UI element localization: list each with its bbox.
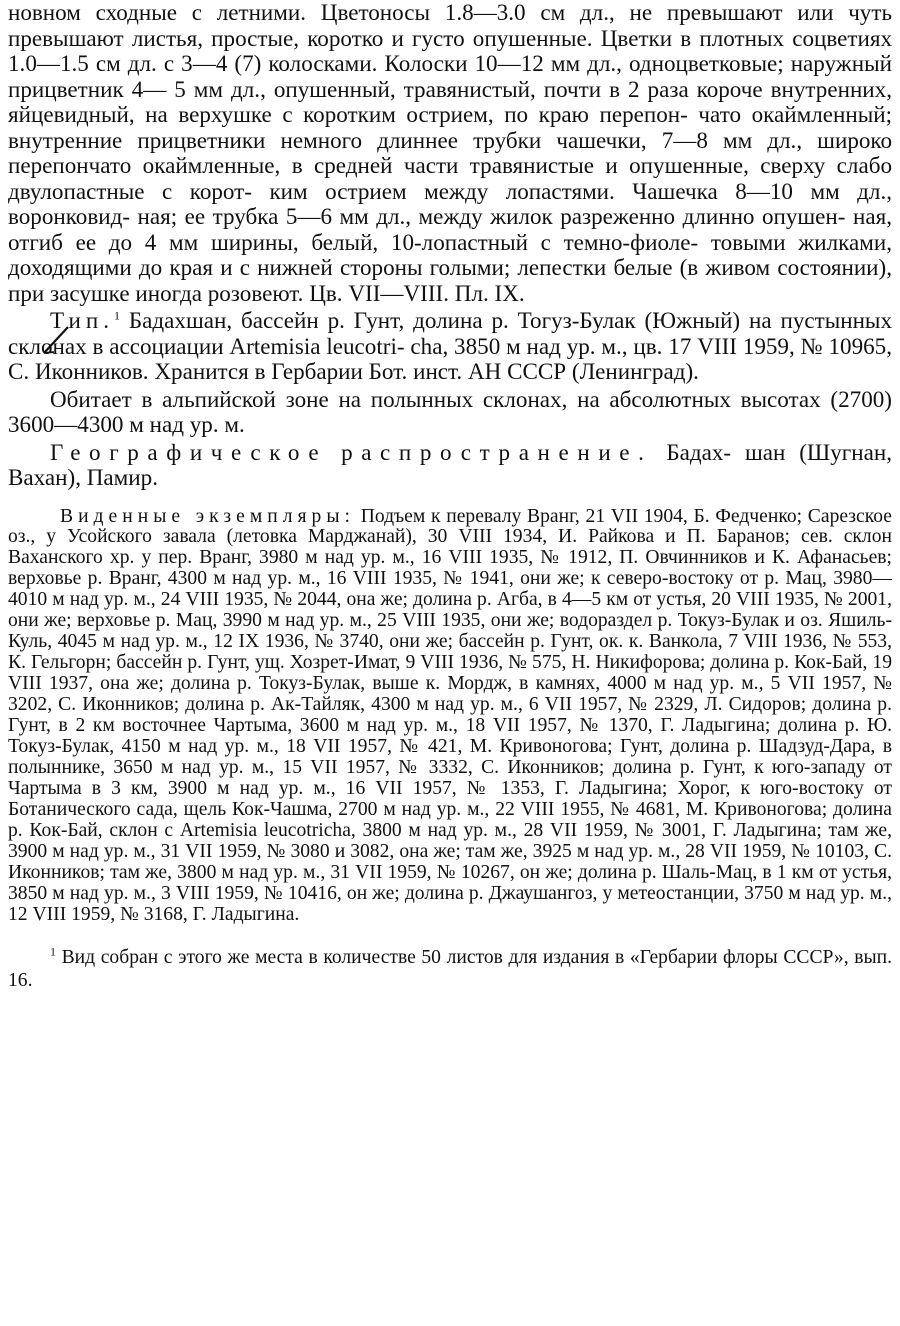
footnote-ref: 1 — [114, 308, 121, 323]
text-line: ная, отгиб ее до 4 мм ширины, белый, 10-лопастный с темно-фиоле- — [8, 203, 892, 255]
text-line: Обитает в альпийской зоне на полынных склонах, на абсолютных — [50, 385, 731, 412]
text-line: или чуть превышают листья, простые, коротко и густо опушенные. — [8, 0, 892, 51]
text-line: Бадах- — [666, 438, 732, 465]
distribution-label: Географическое — [50, 438, 328, 465]
text-line: Колоски 10—12 мм дл., одноцветковые; наружный прицветник 4— — [8, 50, 892, 102]
text-line: ким острием между лопастями. Чашечка 8—10 мм дл., воронковид- — [8, 177, 892, 229]
specimens-paragraph — [8, 507, 892, 926]
text-line: части травянистые и опушенные, сверху слабо двулопастные с корот- — [8, 152, 892, 204]
text-line: (Южный) на пустынных склонах в ассоциации Artemisia leucotri- — [8, 307, 892, 359]
text-line: cha, 3850 м над ур. м., цв. 17 VIII 1959, № 10965, С. Иконников. — [8, 332, 892, 384]
description-paragraph — [8, 0, 892, 306]
type-label: Тип. — [50, 307, 115, 333]
distribution-label-2: распространение. — [341, 438, 653, 465]
text-line: 5 мм дл., опушенный, травянистый, почти в 2 раза короче внутренних, — [174, 75, 892, 102]
text-line: новном сходные с летними. Цветоносы 1.8—3.0 см дл., не превышают — [8, 0, 783, 25]
species-description — [8, 0, 892, 491]
text-line: шан (Шугнан, Вахан), Памир. — [8, 438, 892, 490]
specimens-label: Виденные экземпляры: — [60, 505, 355, 527]
text-line: чато окаймленный; внутренние прицветники немного длиннее трубки — [8, 101, 892, 153]
specimens-text: Подъем к перевалу Вранг, 21 VII 1904, Б. Федченко; Сарезское оз., у Усойского завала (летовка Марджанай), 30 VIII 1934, И. Райкова и П. Баранов; сев. склон Ваханского хр. у пер. Вранг, 3980 м над ур. м., 16 VIII 1935, № 1912, П. Овчинников и К. Афанасьев; верховье р. Вранг, 4300 м над ур. м., 16 VIII 1935, № 1941, они же; к северо-востоку от р. Мац, 3980—4010 м над ур. м., 24 VIII 1935, № 2044, она же; долина р. Агба, в 4—5 км от устья, 20 VIII 1935, № 2001, они же; верховье р. Мац, 3990 м над ур. м., 25 VIII 1935, они же; водораздел р. Токуз-Булак и оз. Яшиль-Куль, 4045 м над ур. м., 12 IX 1936, № 3740, они же; бассейн р. Гунт, ок. к. Ванкола, 7 VIII 1936, № 553, К. Гельгорн; бассейн р. Гунт, ущ. Хозрет-Имат, 9 VIII 1936, № 575, Н. Никифорова; долина р. Кок-Бай, 19 VIII 1937, она же; долина р. Токуз-Булак, выше к. Мордж, в камнях, 4000 м над ур. м., 5 VII 1957, № 3202, С. Иконников; долина р. Ак-Тайляк, 4300 м над ур. м., 6 VII 1957, № 2329, Л. Сидоров; долина р. Гунт, в 2 км восточнее Чартыма, 3600 м над ур. м., 18 VII 1957, № 1370, Г. Ладыгина; долина р. Ю. Токуз-Булак, 4150 м над ур. м., 18 VII 1957, № 421, М. Кривоногова; Гунт, долина р. Шадзуд-Дара, в полыннике, 3650 м над ур. м., 15 VII 1957, № 3332, С. Иконников; долина р. Гунт, к юго-западу от Чартыма в 3 км, 3900 м над ур. м., 16 VII 1957, № 1353, Г. Ладыгина; Хорог, к юго-востоку от Ботанического сада, щель Кок-Чашма, 2700 м над ур. м., 22 VIII 1955, № 4681, М. Кривоногова; долина р. Кок-Бай, склон с Artemisia leucotricha, 3800 м над ур. м., 28 VII 1959, № 3001, Г. Ладыгина; там же, 3900 м над ур. м., 31 VII 1959, № 3080 и 3082, она же; там же, 3925 м над ур. м., 28 VII 1959, № 10103, С. Иконников; там же, 3800 м над ур. м., 31 VII 1959, № 10267, он же; долина р. Шаль-Мац, в 1 км от устья, 3850 м над ур. м., 3 VIII 1959, № 10416, он же; долина р. Джаушангоз, у метеостанции, 3750 м над ур. м., 12 VIII 1959, № 3168, Г. Ладыгина. — [8, 505, 893, 925]
footnote-text: Вид собран с этого же места в количестве 50 листов для издания в «Гербарии флоры СССР», вып. 16. — [8, 946, 893, 991]
text-line: товыми жилками, доходящими до края и с нижней стороны голыми; — [8, 228, 892, 280]
habitat-paragraph — [8, 387, 892, 438]
text-line: Цв. VII—VIII. Пл. IX. — [309, 279, 525, 306]
text-line: высотах (2700) 3600—4300 м над ур. м. — [8, 385, 892, 437]
footnote-mark: 1 — [50, 944, 56, 959]
text-line: Цветки в плотных соцветиях 1.0—1.5 см дл. с 3—4 (7) колосками. — [8, 24, 892, 76]
slash-icon — [42, 325, 72, 355]
text-line: лепестки белые (в живом состоянии), при засушке иногда розовеют. — [8, 254, 892, 306]
text-line: Бадахшан, бассейн р. Гунт, долина р. Тогуз-Булак — [128, 307, 636, 333]
text-line: Хранится в Гербарии Бот. инст. АН СССР (Ленинград). — [154, 358, 699, 384]
distribution-paragraph — [8, 440, 892, 491]
text-line: чашечки, 7—8 мм дл., широко перепончато окаймленные, в средней — [8, 126, 892, 178]
footnote — [8, 946, 892, 992]
text-line: ная; ее трубка 5—6 мм дл., между жилок разреженно длинно опушен- — [137, 203, 846, 229]
type-paragraph — [8, 308, 892, 385]
book-page — [8, 0, 892, 992]
text-line: яйцевидный, на верхушке с коротким острием, по краю перепон- — [8, 101, 688, 127]
